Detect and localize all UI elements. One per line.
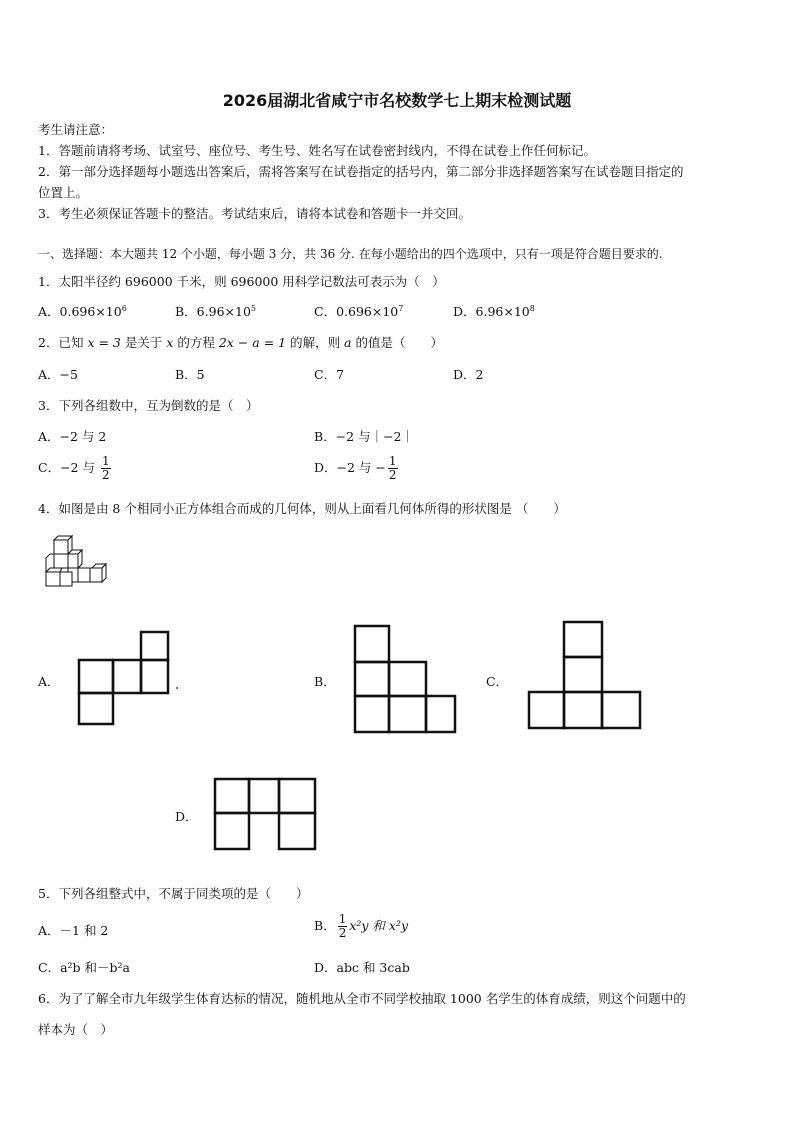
notice-item: 2．第一部分选择题每小题选出答案后，需将答案写在试卷指定的括号内，第二部分非选择题答案写在试卷题目指定的 bbox=[38, 164, 684, 179]
q5-option-b: B． $\frac{1}{2}$ x²y 和 x²y bbox=[314, 912, 409, 940]
question-3-stem: 3．下列各组数中，互为倒数的是（ ） bbox=[38, 398, 259, 413]
q3-option-c: C．−2 与 $\frac{1}{2}$ bbox=[38, 454, 110, 482]
page-title: 2026届湖北省咸宁市名校数学七上期末检测试题 bbox=[222, 91, 572, 110]
question-6-stem: 6．为了了解全市九年级学生体育达标的情况，随机地从全市不同学校抽取 1000 名学生的体育成绩，则这个问题中的 bbox=[38, 991, 686, 1006]
q3-option-b: B．−2 与｜−2｜ bbox=[314, 429, 415, 444]
q5-option-a: A．－1 和 2 bbox=[38, 923, 109, 938]
q2-option-c: C．7 bbox=[314, 367, 345, 382]
q4-option-c-label: C． bbox=[486, 674, 509, 689]
q4-option-a-figure bbox=[77, 630, 181, 726]
q4-option-a-label: A． bbox=[38, 674, 60, 689]
question-1-stem: 1．太阳半径约 696000 千米，则 696000 用科学记数法可表示为（ ） bbox=[38, 274, 445, 289]
notice-heading: 考生请注意： bbox=[38, 122, 114, 137]
q3-option-a: A．−2 与 2 bbox=[38, 429, 107, 444]
q5-option-c: C．a²b 和－b²a bbox=[38, 960, 130, 975]
question-4-stem: 4．如图是由 8 个相同小正方体组合而成的几何体，则从上面看几何体所得的形状图是 （ ） bbox=[38, 501, 566, 516]
question-6-stem-cont: 样本为（ ） bbox=[38, 1022, 114, 1037]
q1-option-c: C．$0.696\times 10^7$ bbox=[314, 303, 404, 319]
fraction: $\frac{1}{2}$ bbox=[338, 912, 347, 940]
fraction: $\frac{1}{2}$ bbox=[388, 454, 397, 482]
q5-option-d: D．abc 和 3cab bbox=[314, 960, 410, 975]
notice-item: 1．答题前请将考场、试室号、座位号、考生号、姓名写在试卷密封线内，不得在试卷上作任何标记。 bbox=[38, 143, 596, 158]
q4-option-b-label: B． bbox=[314, 674, 336, 689]
notice-item: 位置上。 bbox=[38, 185, 89, 200]
q4-option-c-figure bbox=[527, 620, 643, 730]
question-2-stem: 2．已知 x = 3 是关于 x 的方程 2x − a = 1 的解，则 a 的值是（ ） bbox=[38, 335, 443, 350]
q2-option-d: D．2 bbox=[453, 367, 484, 382]
fraction: $\frac{1}{2}$ bbox=[101, 454, 110, 482]
q4-option-d-label: D． bbox=[175, 809, 198, 824]
question-5-stem: 5．下列各组整式中，不属于同类项的是（ ） bbox=[38, 886, 309, 901]
q3-option-d: D．−2 与 − $\frac{1}{2}$ bbox=[314, 454, 397, 482]
q1-option-b: B．$6.96\times 10^5$ bbox=[175, 303, 256, 319]
q1-option-d: D．$6.96\times 10^8$ bbox=[453, 303, 535, 319]
notice-item: 3．考生必须保证答题卡的整洁。考试结束后，请将本试卷和答题卡一并交回。 bbox=[38, 206, 471, 221]
cube-solid-figure bbox=[44, 535, 110, 593]
q4-option-d-figure bbox=[213, 777, 319, 851]
q2-option-a: A．−5 bbox=[38, 367, 78, 382]
q2-option-b: B．5 bbox=[175, 367, 205, 382]
q4-option-b-figure bbox=[353, 624, 457, 734]
section-heading: 一、选择题：本大题共 12 个小题，每小题 3 分，共 36 分. 在每小题给出的四个选项中，只有一项是符合题目要求的. bbox=[38, 247, 663, 261]
q1-option-a: A．$0.696\times 10^6$ bbox=[38, 303, 127, 319]
